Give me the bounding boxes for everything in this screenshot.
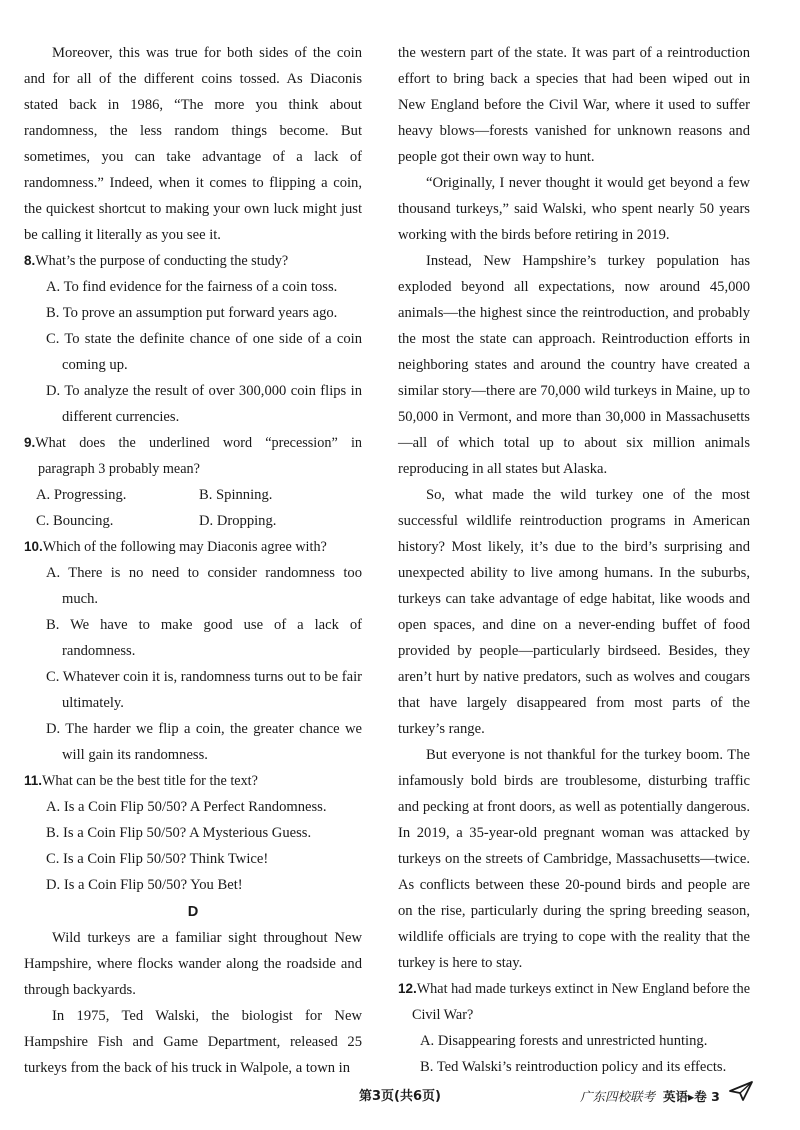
question-stem: What does the underlined word “precession” in paragraph 3 probably mean? xyxy=(35,435,362,477)
paragraph-but: But everyone is not thankful for the turkey boom. The infamously bold birds are troublesome, disturbing traffic and pecking at front doors, as well as potentially dangerous. In 2019, a 35-year-old pregnant woman was attacked by turkeys on the streets of Cambridge, Massachusetts—twice. As conflicts between these 20-pound birds and people are on the rise, particularly during the spring breeding season, wildlife officials are trying to cope with the reality that the turkey is here to stay. xyxy=(398,747,750,971)
question-8 xyxy=(24,248,362,430)
question-number: 10. xyxy=(24,539,43,554)
option-b: B. We have to make good use of a lack of randomness. xyxy=(46,617,362,659)
paragraph-continued: the western part of the state. It was part of a reintroduction effort to bring back a species that had been wiped out in New England before the Civil War, where it used to suffer heavy blows—forests vanished for unknown reasons and people got their own way to hunt. xyxy=(398,45,750,165)
question-number: 12. xyxy=(398,981,417,996)
question-10 xyxy=(24,534,362,768)
paper-plane-icon xyxy=(728,1080,754,1102)
right-column xyxy=(398,40,750,1080)
paragraph-wild-turkeys: Wild turkeys are a familiar sight throughout New Hampshire, where flocks wander along the roadside and through backyards. xyxy=(24,930,362,998)
option-b: B. Ted Walski’s reintroduction policy and its effects. xyxy=(420,1059,727,1075)
question-number: 8. xyxy=(24,253,36,268)
option-b: B. Is a Coin Flip 50/50? A Mysterious Guess. xyxy=(46,825,312,841)
page-number: 第3页(共6页) xyxy=(359,1089,441,1104)
exam-name: 广东四校联考 xyxy=(580,1089,656,1104)
option-b: B. Spinning. xyxy=(199,487,273,503)
question-stem: Which of the following may Diaconis agree with? xyxy=(42,539,327,555)
option-c: C. Whatever coin it is, randomness turns out to be fair ultimately. xyxy=(46,669,362,711)
option-d: D. To analyze the result of over 300,000 coin flips in different currencies. xyxy=(46,383,362,425)
exam-subject: 英语▸卷 3 xyxy=(662,1089,720,1104)
question-11 xyxy=(24,768,362,898)
left-column xyxy=(24,40,362,1081)
question-stem: What can be the best title for the text? xyxy=(42,773,258,789)
option-a: A. Progressing. xyxy=(36,487,127,503)
paragraph-instead: Instead, New Hampshire’s turkey population has exploded beyond all expectations, now around 45,000 animals—the highest since the reintroduction, and probably the most the state can approach. Reintroduction efforts in neighboring states and around the country have created a similar story—there are 70,000 wild turkeys in Maine, up to 50,000 in Vermont, and more than 30,000 in Massachusetts—all of which total up to about six million animals reproducing in all states but Alaska. xyxy=(398,253,750,477)
paragraph-so: So, what made the wild turkey one of the most successful wildlife reintroduction programs in American history? Most likely, it’s due to the bird’s surprising and unexpected ability to live among humans. In the suburbs, turkeys can take advantage of edge habitat, like woods and open spaces, and dine on a never-ending buffet of food provided by people—particularly birdseed. Besides, they aren’t hurt by native predators, such as wolves and cougars that have largely disappeared from most parts of the turkey’s range. xyxy=(398,487,750,737)
paragraph-originally: “Originally, I never thought it would get beyond a few thousand turkeys,” said Walski, who spent nearly 50 years working with the birds before retiring in 2019. xyxy=(398,175,750,243)
question-number: 9. xyxy=(24,435,36,450)
option-b: B. To prove an assumption put forward years ago. xyxy=(46,305,338,321)
question-12 xyxy=(398,976,750,1080)
question-9 xyxy=(24,430,362,534)
paragraph-moreover: Moreover, this was true for both sides of the coin and for all of the different coins tossed. As Diaconis stated back in 1986, “The more you think about randomness, the less random things become. But sometimes, you can take advantage of a lack of randomness.” Indeed, when it comes to flipping a coin, the quickest shortcut to making your own luck might just be calling it literally as you see it. xyxy=(24,45,362,243)
option-d: D. Is a Coin Flip 50/50? You Bet! xyxy=(46,877,243,893)
question-number: 11. xyxy=(24,773,43,788)
option-d: D. The harder we flip a coin, the greater chance we will gain its randomness. xyxy=(46,721,362,763)
option-d: D. Dropping. xyxy=(199,513,277,529)
option-a: A. Is a Coin Flip 50/50? A Perfect Randomness. xyxy=(46,799,327,815)
option-a: A. There is no need to consider randomness too much. xyxy=(46,565,362,607)
paragraph-1975: In 1975, Ted Walski, the biologist for New Hampshire Fish and Game Department, released 25 turkeys from the back of his truck in Walpole, a town in xyxy=(24,1008,362,1076)
exam-brand xyxy=(580,1084,720,1110)
option-c: C. Bouncing. xyxy=(36,513,114,529)
option-a: A. To find evidence for the fairness of a coin toss. xyxy=(46,279,338,295)
option-c: C. To state the definite chance of one side of a coin coming up. xyxy=(46,331,362,373)
option-a: A. Disappearing forests and unrestricted hunting. xyxy=(420,1033,708,1049)
question-stem: What’s the purpose of conducting the study? xyxy=(35,253,289,269)
question-stem: What had made turkeys extinct in New England before the Civil War? xyxy=(412,981,750,1023)
section-heading-d: D xyxy=(187,904,199,920)
option-c: C. Is a Coin Flip 50/50? Think Twice! xyxy=(46,851,269,867)
